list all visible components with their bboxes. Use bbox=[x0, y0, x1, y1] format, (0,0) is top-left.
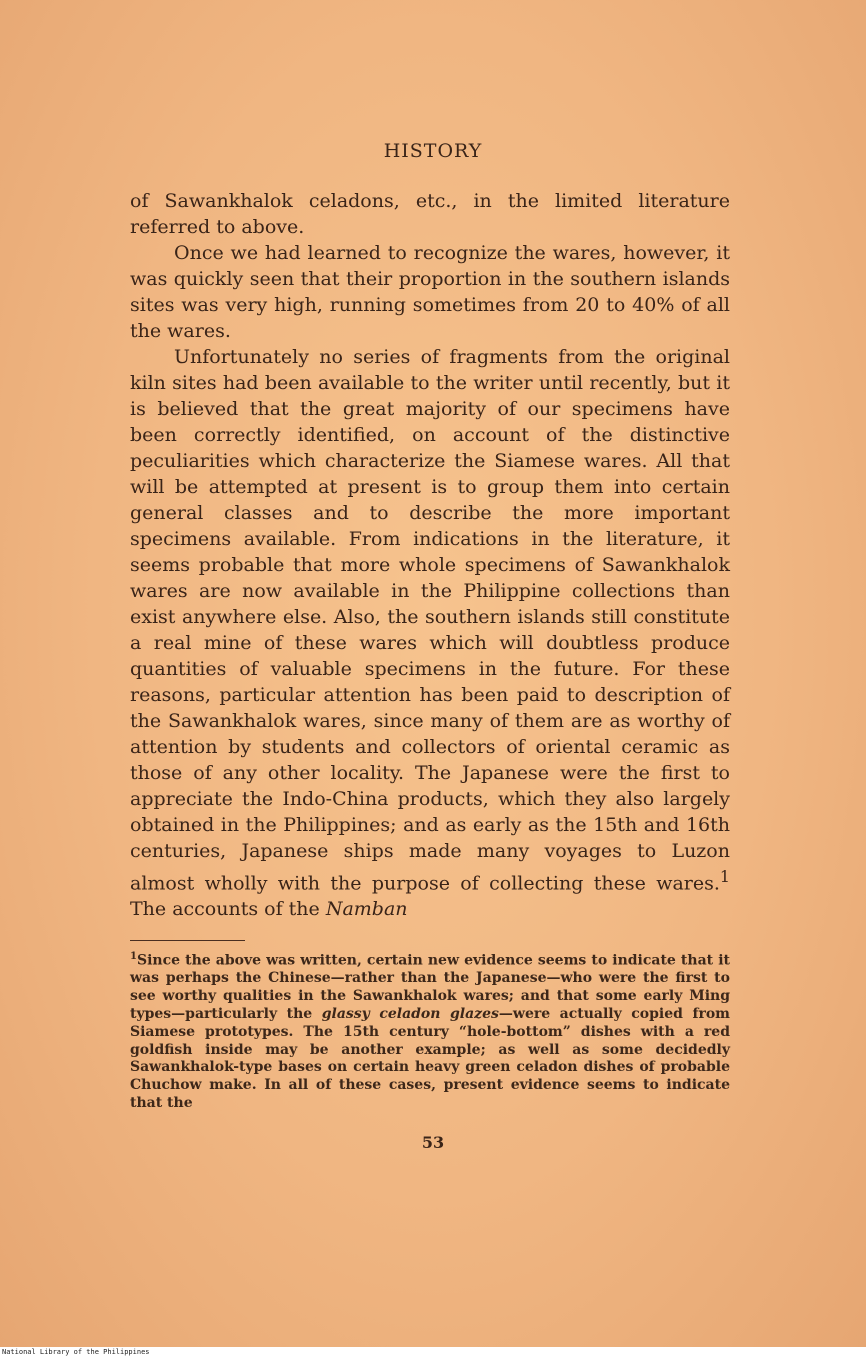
footnote-number: 1 bbox=[130, 951, 137, 962]
paragraph-3-text: Unfortunately no series of fragments from the original kiln sites had been available to the writer until recently, but it is believed that the great majority of our specimens have been correctly identified, on account of the distinctive peculiarities which characterize the Siamese wares. All that will be attempted at present is to group them into certain general classes and to describe the more important specimens available. From indications in the literature, it seems probable that more whole specimens of Sawankhalok wares are now available in the Philippine collections than exist anywhere else. Also, the southern islands still constitute a real mine of these wares which will doubtless produce quantities of valuable specimens in the future. For these reasons, particular attention has been paid to description of the Sawankhalok wares, since many of them are as worthy of attention by students and collectors of oriental ceramic as those of any other locality. The Japanese were the first to appreciate the Indo-China products, which they also largely obtained in the Philippines; and as early as the 15th and 16th centuries, Japanese ships made many voyages to Luzon almost wholly with the purpose of collecting these wares. bbox=[130, 346, 730, 895]
paragraph-3-tail: The accounts of the bbox=[130, 898, 326, 921]
running-header: HISTORY bbox=[383, 140, 483, 162]
footnote-italic: glassy celadon glazes bbox=[321, 1006, 499, 1023]
page-number: 53 bbox=[421, 1133, 445, 1152]
credit-line: National Library of the Philippines bbox=[0, 1347, 866, 1358]
paragraph-1: of Sawankhalok celadons, etc., in the limited literature referred to above. bbox=[130, 190, 730, 238]
paragraph-3 bbox=[130, 344, 730, 922]
footnote-text-1: Since the above was written, certain new evidence seems to indicate that it was perhaps the Chinese—rather than the Japanese—who were the first to see worthy qualities in the Sawankhalok wares; and that some early Ming types—particularly the bbox=[130, 952, 730, 1023]
paragraph-2: Once we had learned to recognize the wares, however, it was quickly seen that their proportion in the southern islands sites was very high, running sometimes from 20 to 40% of all the wares. bbox=[130, 242, 730, 342]
footnote-text-2: —were actually copied from Siamese prototypes. The 15th century “hole-bottom” dishes with a red goldfish inside may be another example; as well as some decidedly Sawankhalok-type bases on certain heavy green celadon dishes of probable Chuchow make. In all of these cases, present evidence seems to indicate that the bbox=[130, 1006, 730, 1112]
footnote-rule bbox=[130, 940, 245, 941]
footnote-marker: 1 bbox=[719, 867, 730, 886]
paragraph-3-italic: Namban bbox=[325, 898, 408, 921]
body-text bbox=[130, 188, 730, 922]
footnote bbox=[130, 948, 730, 1113]
